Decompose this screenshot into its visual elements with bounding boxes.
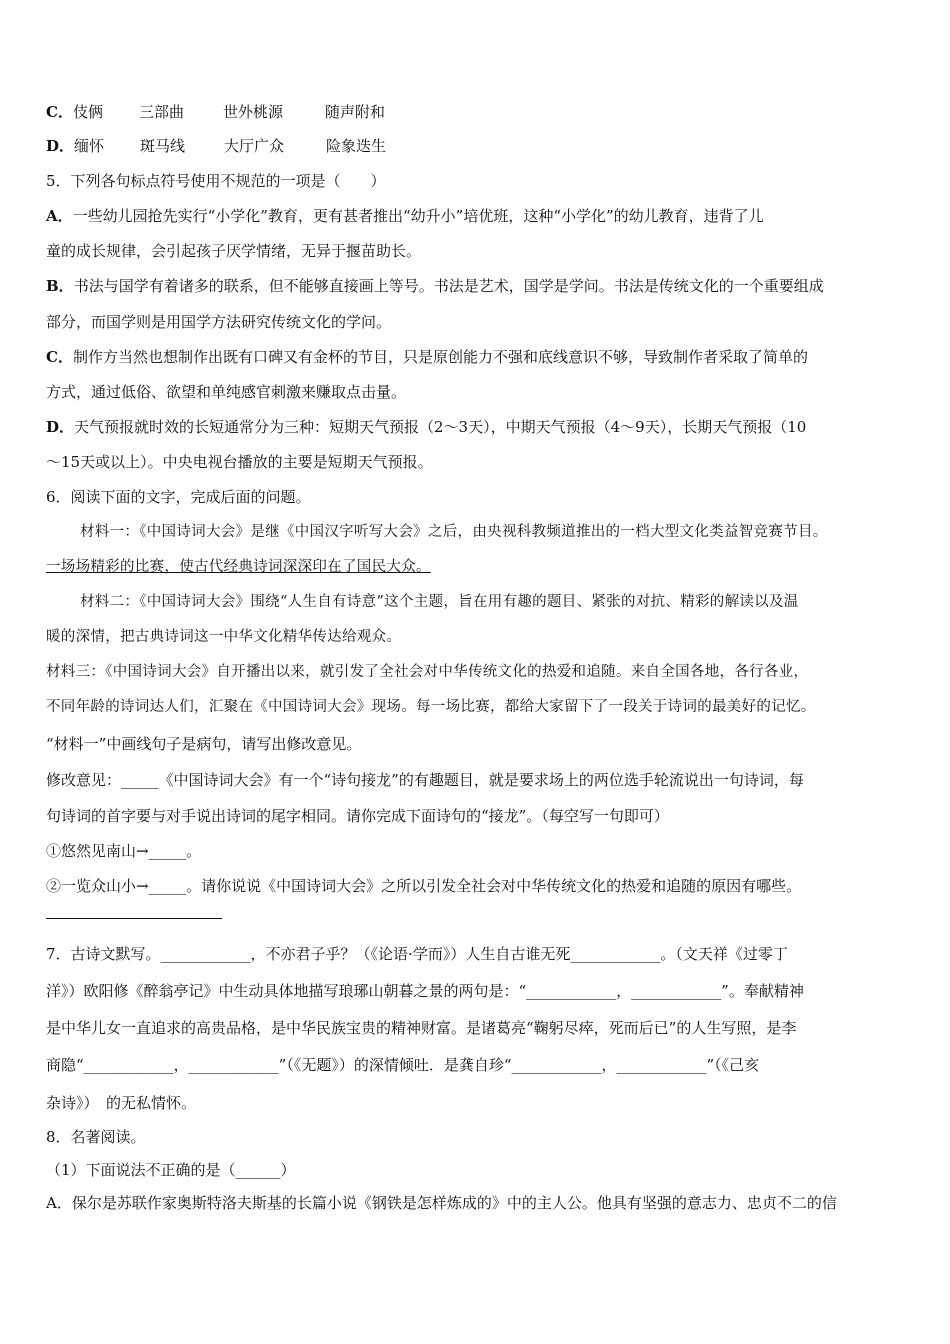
option-label: C． (46, 348, 73, 366)
q6-material2-line1: 材料二：《中国诗词大会》围绕“人生自有诗意”这个主题，旨在用有趣的题目、紧张的对抗、精彩的解读以及温 (80, 594, 799, 610)
option-label: A． (46, 207, 73, 225)
q5-option-a-line1 (46, 206, 764, 226)
q4-option-d (46, 136, 386, 156)
word: 伎俩 (72, 103, 103, 121)
answer-blank-line (46, 904, 222, 924)
option-text: 制作方当然也想制作出既有口碑又有金杯的节目，只是原创能力不强和底线意识不够，导致制作者采取了简单的 (72, 348, 808, 366)
q5-option-b-line1 (46, 276, 824, 296)
q8-stem: 8．名著阅读。 (46, 1128, 146, 1146)
q6-revision-line2: 句诗词的首字要与对手说出诗词的尾字相同。请你完成下面诗句的“接龙”。（每空写一句即可） (46, 807, 669, 825)
q6-chain-item1: ①悠然见南山→_____。 (46, 842, 202, 860)
q5-option-d-line1 (46, 417, 806, 437)
q6-material1-line1: 材料一：《中国诗词大会》是继《中国汉字听写大会》之后，由央视科教频道推出的一档大型文化类益智竞赛节目。 (80, 524, 828, 540)
q5-option-c-line2: 方式，通过低俗、欲望和单纯感官刺激来赚取点击量。 (46, 383, 407, 401)
option-label: B． (46, 277, 74, 295)
q7-line2: 洋》）欧阳修《醉翁亭记》中生动具体地描写琅琊山朝暮之景的两句是：“____________，____________”。奉献精神 (46, 982, 804, 1000)
q6-chain-item2: ②一览众山小→_____。请你说说《中国诗词大会》之所以引发全社会对中华传统文化的热爱和追随的原因有哪些。 (46, 877, 802, 895)
word: 世外桃源 (222, 103, 283, 121)
q6-material3-line1: 材料三：《中国诗词大会》自开播出以来，就引发了全社会对中华传统文化的热爱和追随。来自全国各地，各行各业， (46, 664, 809, 680)
option-text: 一些幼儿园抢先实行“小学化”教育，更有甚者推出“幼升小”培优班，这种“小学化”的幼儿教育，违背了儿 (72, 207, 764, 225)
q8-sub-question1: （1）下面说法不正确的是（______） (46, 1161, 296, 1179)
word: 斑马线 (140, 137, 186, 155)
q5-option-a-line2: 童的成长规律，会引起孩子厌学情绪，无异于揠苗助长。 (46, 242, 422, 260)
word: 三部曲 (138, 103, 184, 121)
q7-line5: 杂诗》） 的无私情怀。 (46, 1094, 197, 1112)
q4-option-c (46, 102, 385, 122)
option-label: C． (46, 103, 73, 121)
q5-option-c-line1 (46, 347, 808, 367)
q6-sub-question1: “材料一”中画线句子是病句，请写出修改意见。 (46, 735, 362, 753)
q6-material3-line2: 不同年龄的诗词达人们，汇聚在《中国诗词大会》现场。每一场比赛，都给大家留下了一段关于诗词的最美好的记忆。 (46, 699, 816, 715)
q8-option-a: A．保尔是苏联作家奥斯特洛夫斯基的长篇小说《钢铁是怎样炼成的》中的主人公。他具有坚强的意志力、忠贞不二的信 (46, 1194, 837, 1212)
q5-option-b-line2: 部分，而国学则是用国学方法研究传统文化的学问。 (46, 313, 392, 331)
word: 缅怀 (74, 137, 105, 155)
word: 大厅广众 (224, 137, 285, 155)
option-text: 书法与国学有着诸多的联系，但不能够直接画上等号。书法是艺术，国学是学问。书法是传统文化的一个重要组成 (73, 277, 824, 295)
q6-revision-line1: 修改意见：_____《中国诗词大会》有一个“诗句接龙”的有趣题目，就是要求场上的两位选手轮流说出一句诗词，每 (46, 771, 804, 789)
q6-material2-line2: 暖的深情，把古典诗词这一中华文化精华传达给观众。 (46, 629, 402, 645)
word: 随声附和 (324, 103, 385, 121)
option-label: D． (46, 418, 75, 436)
q5-stem: 5．下列各句标点符号使用不规范的一项是（ ） (46, 172, 386, 190)
word: 险象迭生 (326, 137, 387, 155)
q7-line3: 是中华儿女一直追求的高贵品格，是中华民族宝贵的精神财富。是诸葛亮“鞠躬尽瘁，死而后已”的人生写照，是李 (46, 1019, 797, 1037)
q7-line4: 商隐“____________，____________”（《无题》）的深情倾吐．是龚自珍“____________，____________”（《己亥 (46, 1056, 760, 1074)
option-text: 天气预报就时效的长短通常分为三种：短期天气预报（2～3天），中期天气预报（4～9天），长期天气预报（10 (74, 418, 807, 436)
q6-stem: 6．阅读下面的文字，完成后面的问题。 (46, 488, 311, 506)
q6-material1-underlined-sentence: 一场场精彩的比赛，使古代经典诗词深深印在了国民大众。 (46, 559, 431, 575)
option-label: D． (46, 137, 75, 155)
q5-option-d-line2: ～15天或以上）。中央电视台播放的主要是短期天气预报。 (46, 453, 433, 471)
q7-line1: 7．古诗文默写。____________，不亦君子乎？（《论语·学而》）人生自古谁无死____________。（文天祥《过零丁 (46, 945, 788, 963)
